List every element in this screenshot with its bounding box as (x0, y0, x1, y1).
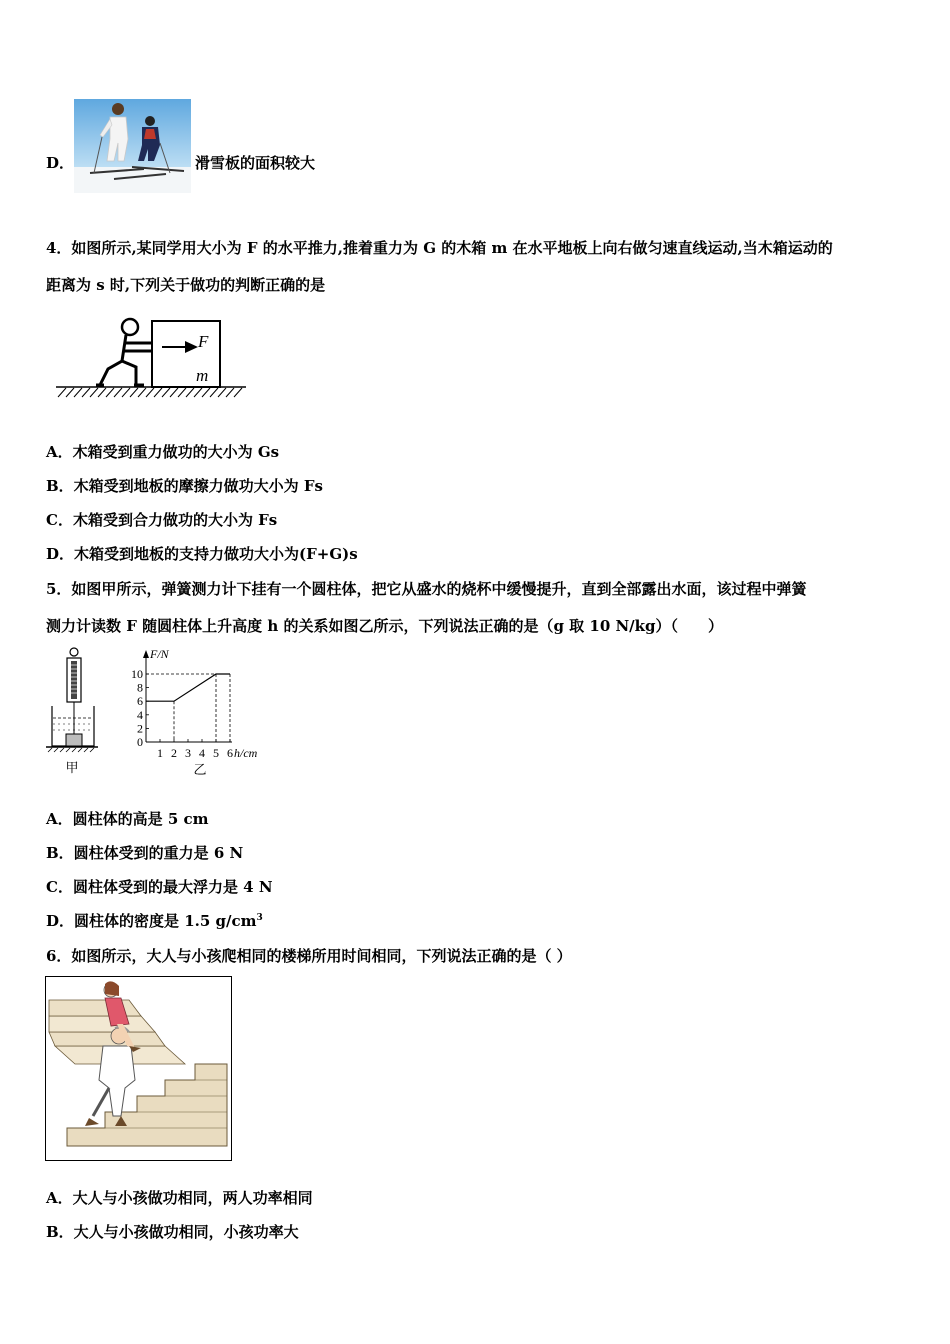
x-tick-label-1: 1 (157, 746, 163, 760)
y-tick-label-8: 8 (137, 680, 143, 695)
f-h-chart (118, 640, 278, 780)
q3-option-d-label: D． (46, 154, 75, 172)
skiing-photo (74, 99, 191, 193)
chart-ylabel: F/N (150, 647, 169, 661)
q4-option-b: B．木箱受到地板的摩擦力做功大小为 Fs (46, 477, 323, 495)
q5-option-d (46, 910, 263, 931)
force-label: F (198, 332, 209, 351)
q5-stem-line2: 测力计读数 F 随圆柱体上升高度 h 的关系如图乙所示，下列说法正确的是（g 取 10 N/kg）（ ） (46, 617, 724, 635)
push-box-figure (52, 313, 248, 403)
x-tick-label-3: 3 (185, 746, 191, 760)
q5-option-c: C．圆柱体受到的最大浮力是 4 N (46, 878, 273, 896)
q4-stem-line1: 4．如图所示,某同学用大小为 F 的水平推力,推着重力为 G 的木箱 m 在水平地板上向右做匀速直线运动,当木箱运动的 (46, 239, 833, 257)
y-tick-label-10: 10 (131, 667, 143, 681)
series-line-F (146, 674, 230, 701)
q4-option-c: C．木箱受到合力做功的大小为 Fs (46, 511, 278, 529)
q5-option-a: A．圆柱体的高是 5 cm (46, 810, 209, 828)
q4-option-a: A．木箱受到重力做功的大小为 Gs (46, 443, 280, 461)
q5-option-d-text: D．圆柱体的密度是 1.5 g/cm (46, 912, 257, 930)
q5-stem-line1: 5．如图甲所示，弹簧测力计下挂有一个圆柱体，把它从盛水的烧杯中缓慢提升，直到全部露出水面，该过程中弹簧 (46, 580, 807, 598)
chart-y-arrow (143, 650, 149, 658)
figure-jia-caption: 甲 (65, 760, 79, 775)
q4-stem-line2: 距离为 s 时,下列关于做功的判断正确的是 (46, 276, 326, 294)
chart-xlabel: h/cm (234, 746, 258, 760)
q3-option-d-text: 滑雪板的面积较大 (195, 154, 316, 172)
x-tick-label-5: 5 (213, 746, 219, 760)
spring-scale-figure (44, 646, 100, 776)
q5-option-d-sup: 3 (256, 913, 263, 923)
y-tick-label-6: 6 (137, 694, 143, 709)
mass-label: m (196, 366, 209, 385)
y-tick-label-0: 0 (137, 735, 143, 749)
x-tick-label-6: 6 (227, 746, 233, 760)
q6-option-b: B．大人与小孩做功相同，小孩功率大 (46, 1223, 299, 1241)
q6-option-a: A．大人与小孩做功相同，两人功率相同 (46, 1189, 313, 1207)
q4-option-d: D．木箱受到地板的支持力做功大小为(F+G)s (46, 545, 358, 563)
figure-yi-caption: 乙 (193, 762, 207, 777)
x-tick-label-2: 2 (171, 746, 177, 760)
q5-option-b: B．圆柱体受到的重力是 6 N (46, 844, 244, 862)
y-tick-label-2: 2 (137, 721, 143, 736)
y-tick-label-4: 4 (137, 707, 143, 722)
q6-stem: 6．如图所示，大人与小孩爬相同的楼梯所用时间相同，下列说法正确的是（ ） (46, 947, 572, 965)
x-tick-label-4: 4 (199, 746, 205, 760)
stairs-figure (45, 976, 232, 1161)
